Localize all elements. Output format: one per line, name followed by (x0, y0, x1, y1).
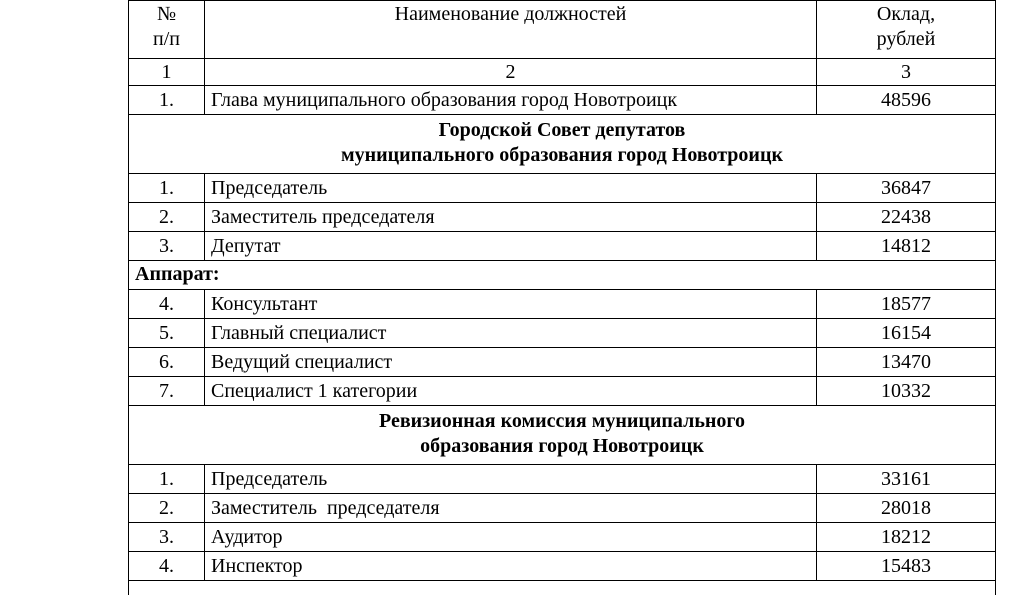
row-number: 3. (129, 523, 205, 552)
row-salary: 18212 (817, 523, 996, 552)
row-salary: 15483 (817, 552, 996, 581)
row-position: Аудитор (205, 523, 817, 552)
row-salary: 33161 (817, 465, 996, 494)
table-row (129, 494, 996, 523)
section-title-line2: образования город Новотроицк (420, 435, 704, 457)
row-position: Главный специалист (205, 319, 817, 348)
table-row (129, 377, 996, 406)
row-position: Заместитель председателя (205, 203, 817, 232)
row-number: 6. (129, 348, 205, 377)
row-position: Консультант (205, 290, 817, 319)
column-index-row (129, 59, 996, 86)
header-number (129, 1, 205, 59)
column-index-3: 3 (817, 59, 996, 86)
table-row (129, 86, 996, 115)
table-header-row (129, 1, 996, 59)
row-salary: 10332 (817, 377, 996, 406)
row-position: Депутат (205, 232, 817, 261)
row-number: 1. (129, 174, 205, 203)
section-header-audit-commission (129, 406, 996, 465)
header-salary (817, 1, 996, 59)
section-title-line1: Городской Совет депутатов (438, 119, 686, 141)
header-salary-line2: рублей (876, 28, 936, 50)
table-continuation-row (129, 581, 996, 596)
table-continuation-cell (129, 581, 996, 596)
section-title-line2: муниципального образования город Новотроицк (340, 144, 783, 166)
table-row (129, 348, 996, 377)
row-position: Председатель (205, 465, 817, 494)
table-row (129, 290, 996, 319)
row-position: Заместитель председателя (205, 494, 817, 523)
row-number: 2. (129, 494, 205, 523)
row-number: 5. (129, 319, 205, 348)
column-index-1: 1 (129, 59, 205, 86)
section-title (129, 406, 996, 465)
salary-table-page (128, 0, 995, 595)
row-number: 1. (129, 86, 205, 115)
row-salary: 14812 (817, 232, 996, 261)
row-position: Специалист 1 категории (205, 377, 817, 406)
subsection-title: Аппарат: (129, 261, 996, 290)
row-salary: 28018 (817, 494, 996, 523)
header-number-line1: № (156, 3, 177, 25)
row-number: 4. (129, 290, 205, 319)
section-header-council (129, 115, 996, 174)
header-salary-line1: Оклад, (876, 3, 936, 25)
row-number: 1. (129, 465, 205, 494)
row-salary: 16154 (817, 319, 996, 348)
table-row (129, 319, 996, 348)
table-row (129, 174, 996, 203)
section-title-line1: Ревизионная комиссия муниципального (378, 410, 746, 432)
table-row (129, 465, 996, 494)
section-title (129, 115, 996, 174)
row-number: 4. (129, 552, 205, 581)
row-salary: 13470 (817, 348, 996, 377)
row-salary: 48596 (817, 86, 996, 115)
table-row (129, 203, 996, 232)
table-row (129, 523, 996, 552)
header-number-line2: п/п (153, 28, 180, 50)
row-position: Инспектор (205, 552, 817, 581)
header-position: Наименование должностей (205, 1, 817, 59)
salary-table (128, 0, 996, 595)
row-number: 3. (129, 232, 205, 261)
row-position: Ведущий специалист (205, 348, 817, 377)
table-row (129, 232, 996, 261)
row-position: Глава муниципального образования город Новотроицк (205, 86, 817, 115)
row-salary: 36847 (817, 174, 996, 203)
row-number: 2. (129, 203, 205, 232)
table-row (129, 552, 996, 581)
row-position: Председатель (205, 174, 817, 203)
row-number: 7. (129, 377, 205, 406)
row-salary: 22438 (817, 203, 996, 232)
subsection-header-apparat (129, 261, 996, 290)
row-salary: 18577 (817, 290, 996, 319)
column-index-2: 2 (205, 59, 817, 86)
